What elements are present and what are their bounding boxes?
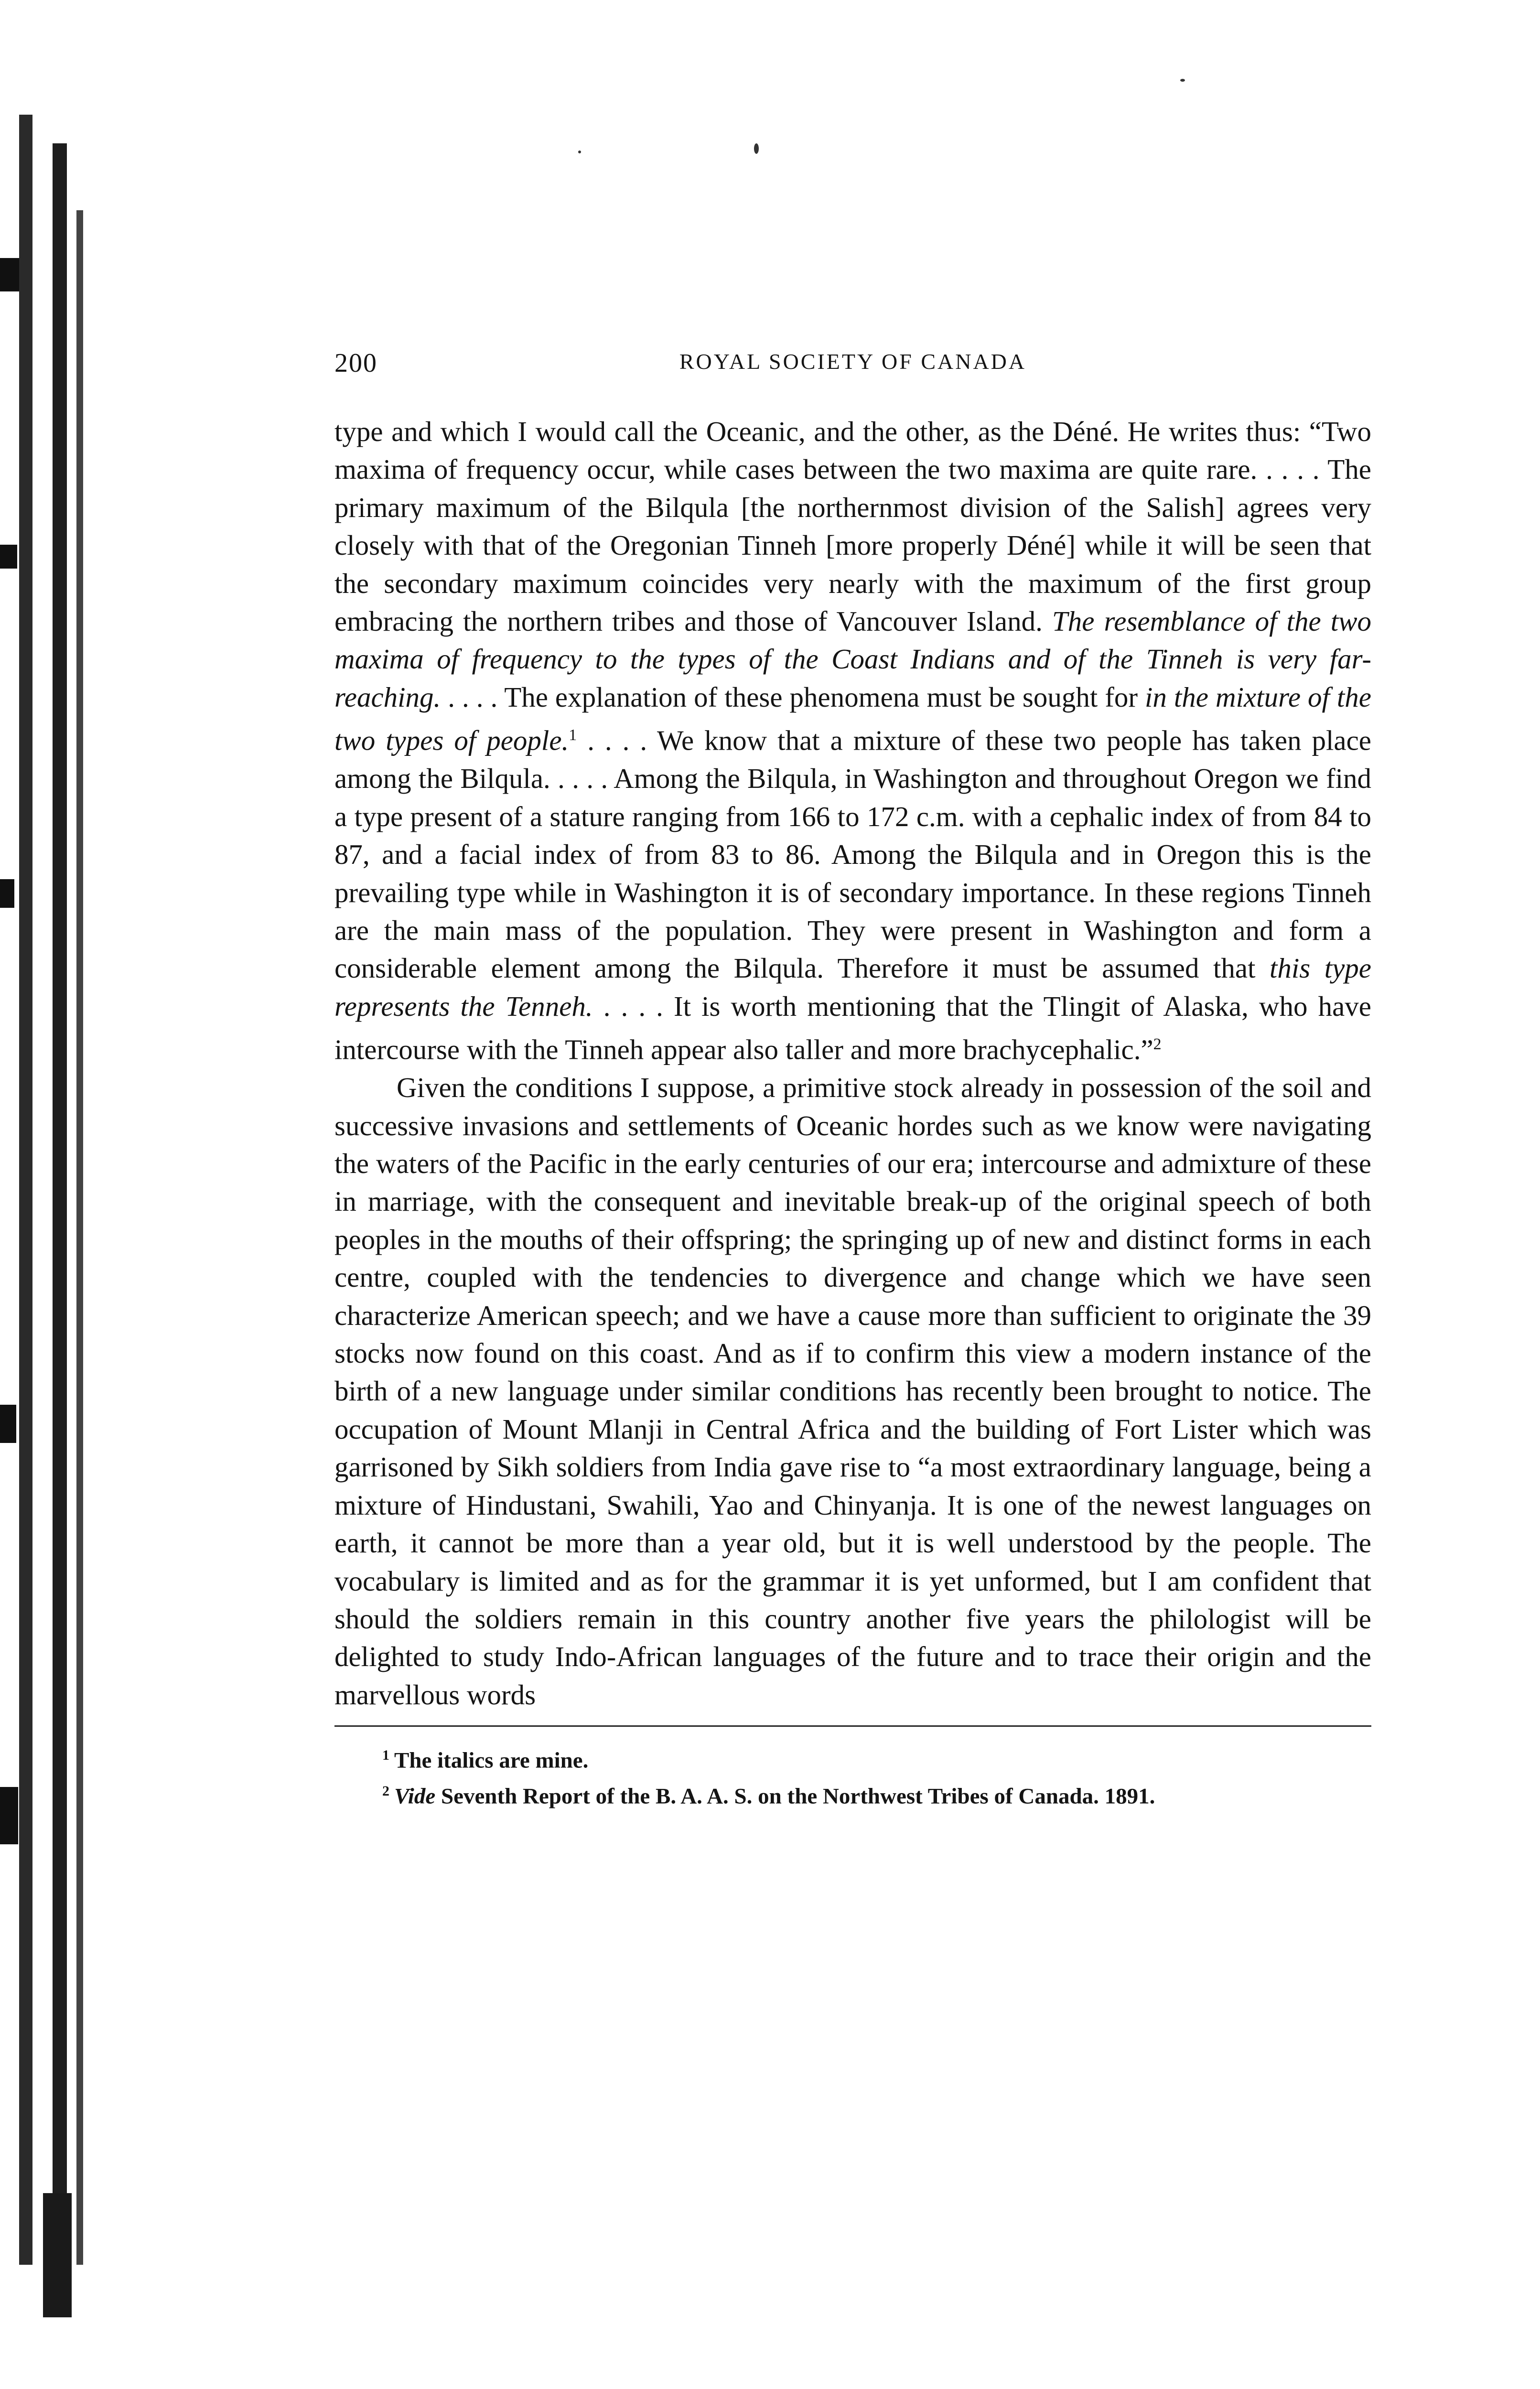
footnote-ref-1: 1	[569, 726, 577, 744]
book-page	[334, 344, 1371, 1811]
paragraph-2: Given the conditions I suppose, a primitive stock already in possession of the soil and successive invasions and settlements of Oceanic hordes such as we know were navigating the waters of the Pacific in the early centuries of our era; intercourse and admixture of these in marriage, with the consequent and inevitable break-up of the original speech of both peoples in the mouths of their offspring; the springing up of new and distinct forms in each centre, coupled with the tendencies to divergence and change which we have seen characterize American speech; and we have a cause more than sufficient to originate the 39 stocks now found on this coast. And as if to confirm this view a modern instance of the birth of a new language under similar conditions has recently been brought to notice. The occupation of Mount Mlanji in Central Africa and the building of Fort Lister which was garrisoned by Sikh soldiers from India gave rise to “a most extraordinary language, being a mixture of Hindustani, Swahili, Yao and Chinyanja. It is one of the newest languages on earth, it cannot be more than a year old, but it is well understood by the people. The vocabulary is limited and as for the grammar it is yet unformed, but I am confident that should the soldiers remain in this country another five years the philologist will be delighted to study Indo-African languages of the future and to trace their origin and the marvellous words	[334, 1072, 1371, 1711]
paragraph-1-text-3: . . . . We know that a mixture of these two people has taken place among the Bilqula. . . . . Among the Bilqula, in Washington and throughout Oregon we find a type present of a stature ranging from 166 to 172 c.m. with a cephalic index of from 84 to 87, and a facial index of from 83 to 86. Among the Bilqula and in Oregon this is the prevailing type while in Washington it is of secondary importance. In these regions Tinneh are the main mass of the population. They were present in Washington and form a considerable element among the Bilqula. Therefore it must be assumed that	[334, 724, 1371, 984]
scan-binding-edge	[0, 115, 110, 2360]
paragraph-1-text-2: . . . . The explanation of these phenomena must be sought for	[441, 681, 1145, 713]
footnote-1	[382, 1740, 1371, 1776]
scan-speck	[754, 143, 759, 154]
paragraph-1-text-1: type and which I would call the Oceanic, and the other, as the Déné. He writes thus: “Two maxima of frequency occur, while cases between the two maxima are quite rare. . . . . The primary maximum of the Bilqula [the northernmost division of the Salish] agrees very closely with that of the Oregonian Tinneh [more properly Déné] while it will be seen that the secondary maximum coincides very nearly with the maximum of the first group embracing the northern tribes and those of Vancouver Island.	[334, 416, 1371, 637]
page-header	[334, 344, 1371, 401]
paragraph-1-text-4: . . . . It is worth mentioning that the Tlingit of Alaska, who have intercourse with the Tinneh appear also taller and more brachycephalic.”	[334, 990, 1371, 1065]
footnote-2-text: Seventh Report of the B. A. A. S. on the Northwest Tribes of Canada. 1891.	[435, 1784, 1155, 1809]
scan-speck	[578, 151, 581, 153]
footnote-2-italic: Vide	[394, 1784, 436, 1809]
paragraph-1-italic-3: this type represents the Tenneh.	[334, 952, 1371, 1022]
scan-speck	[1180, 79, 1185, 82]
footnote-2-mark: 2	[382, 1783, 389, 1799]
footnote-2	[382, 1776, 1371, 1812]
page-number: 200	[334, 348, 377, 378]
footnotes	[334, 1740, 1371, 1811]
footnote-1-mark: 1	[382, 1747, 389, 1764]
running-head: ROYAL SOCIETY OF CANADA	[679, 349, 1027, 374]
paragraph-1	[334, 413, 1371, 1069]
footnote-ref-2: 2	[1153, 1035, 1162, 1054]
paragraph-1-italic-1: The resemblance of the two maxima of frequency to the types of the Coast Indians and of the Tinneh is very far-reaching.	[334, 605, 1372, 713]
footnote-1-text: The italics are mine.	[394, 1748, 589, 1773]
paragraph-1-italic-2: in the mixture of the two types of people.	[334, 681, 1371, 756]
footnote-rule	[334, 1725, 1371, 1727]
